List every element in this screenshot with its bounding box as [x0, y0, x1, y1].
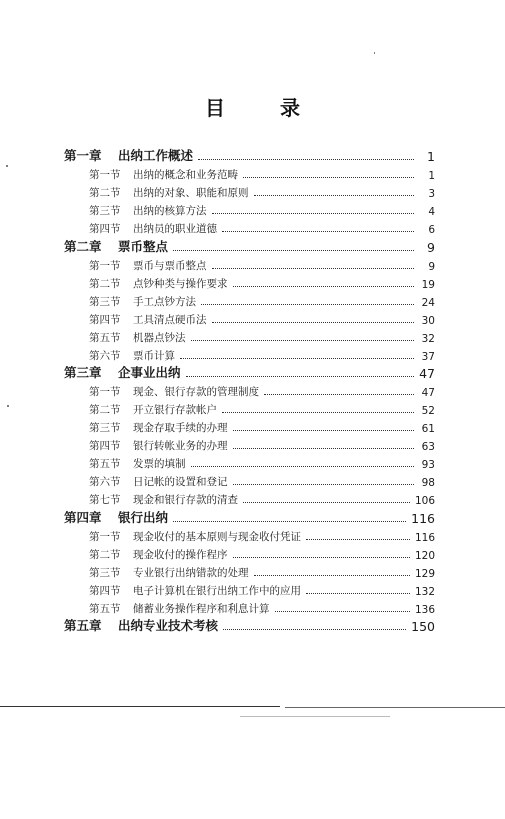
toc-chapter-entry: [64, 237, 435, 255]
toc-section-entry: [89, 200, 435, 218]
page-number: 30: [421, 315, 435, 327]
page-number: 136: [414, 604, 435, 616]
page-number: 98: [421, 477, 435, 489]
toc-section-entry: [89, 291, 435, 309]
toc-section-entry: [89, 309, 435, 327]
toc-section-entry: [89, 489, 435, 507]
section-number: 第四节: [89, 223, 121, 235]
dot-leader: [254, 194, 415, 196]
page-number: 116: [411, 511, 435, 526]
section-title: 发票的填制: [133, 458, 186, 470]
toc-section-entry: [89, 526, 435, 544]
section-title: 工具清点硬币法: [133, 314, 207, 326]
section-title: 票币与票币整点: [133, 260, 207, 272]
chapter-title: 出纳专业技术考核: [118, 618, 219, 633]
scan-speck: [374, 52, 375, 54]
dot-leader: [212, 267, 415, 269]
page-number: 32: [421, 333, 435, 345]
section-title: 电子计算机在银行出纳工作中的应用: [133, 585, 301, 597]
section-title: 点钞种类与操作要求: [133, 278, 228, 290]
page-number: 37: [421, 351, 435, 363]
dot-leader: [191, 339, 415, 341]
section-title: 银行转帐业务的办理: [133, 440, 228, 452]
scan-speck: [7, 405, 9, 407]
chapter-title: 票币整点: [118, 239, 169, 254]
section-title: 日记帐的设置和登记: [133, 476, 228, 488]
scan-speck: [6, 165, 8, 167]
section-number: 第七节: [89, 494, 121, 506]
chapter-number: 第一章: [64, 148, 102, 163]
page-number: 132: [414, 586, 435, 598]
section-title: 现金、银行存款的管理制度: [133, 386, 259, 398]
page-number: 9: [427, 240, 435, 255]
section-title: 出纳的核算方法: [133, 205, 207, 217]
section-number: 第四节: [89, 585, 121, 597]
toc-section-entry: [89, 218, 435, 236]
bottom-rule-faint: [240, 716, 390, 717]
toc-section-entry: [89, 327, 435, 345]
section-number: 第六节: [89, 476, 121, 488]
section-number: 第五节: [89, 603, 121, 615]
dot-leader: [306, 538, 410, 540]
section-title: 票币计算: [133, 350, 175, 362]
dot-leader: [212, 212, 415, 214]
section-number: 第三节: [89, 296, 121, 308]
dot-leader: [212, 321, 415, 323]
section-title: 现金和银行存款的清查: [133, 494, 238, 506]
section-number: 第三节: [89, 205, 121, 217]
section-number: 第三节: [89, 422, 121, 434]
page-number: 129: [414, 568, 435, 580]
page-number: 19: [421, 279, 435, 291]
toc-chapter-entry: [64, 146, 435, 164]
dot-leader: [243, 501, 410, 503]
dot-leader: [173, 520, 406, 522]
chapter-number: 第四章: [64, 510, 102, 525]
section-number: 第二节: [89, 549, 121, 561]
chapter-title: 出纳工作概述: [118, 148, 194, 163]
section-number: 第五节: [89, 332, 121, 344]
section-title: 出纳员的职业道德: [133, 223, 217, 235]
section-number: 第一节: [89, 169, 121, 181]
section-number: 第二节: [89, 404, 121, 416]
chapter-title: 银行出纳: [118, 510, 169, 525]
section-title: 机器点钞法: [133, 332, 186, 344]
section-title: 现金收付的基本原则与现金收付凭证: [133, 531, 301, 543]
section-number: 第一节: [89, 531, 121, 543]
dot-leader: [233, 483, 415, 485]
section-number: 第四节: [89, 440, 121, 452]
bottom-rule-left: [0, 706, 280, 707]
section-title: 出纳的对象、职能和原则: [133, 187, 249, 199]
page-number: 106: [414, 495, 435, 507]
page-number: 120: [414, 550, 435, 562]
dot-leader: [233, 285, 415, 287]
page-title: 目 录: [205, 96, 324, 120]
dot-leader: [180, 357, 414, 359]
section-number: 第三节: [89, 567, 121, 579]
toc-chapter-entry: [64, 616, 435, 634]
toc-section-entry: [89, 435, 435, 453]
page-number: 1: [428, 170, 435, 182]
dot-leader: [306, 592, 410, 594]
chapter-title: 企事业出纳: [118, 365, 181, 380]
section-number: 第六节: [89, 350, 121, 362]
page-number: 9: [428, 261, 435, 273]
dot-leader: [233, 447, 415, 449]
dot-leader: [186, 375, 414, 377]
page-number: 1: [427, 149, 435, 164]
toc-chapter-entry: [64, 508, 435, 526]
page-number: 63: [421, 441, 435, 453]
toc-chapter-entry: [64, 363, 435, 381]
page-number: 3: [428, 188, 435, 200]
section-title: 开立银行存款帐户: [133, 404, 217, 416]
dot-leader: [275, 610, 410, 612]
toc-section-entry: [89, 544, 435, 562]
section-number: 第二节: [89, 278, 121, 290]
toc-section-entry: [89, 182, 435, 200]
toc-section-entry: [89, 273, 435, 291]
bottom-rule-right: [285, 707, 505, 708]
section-title: 现金存取手续的办理: [133, 422, 228, 434]
page-number: 93: [421, 459, 435, 471]
dot-leader: [254, 574, 410, 576]
dot-leader: [222, 411, 414, 413]
page-number: 47: [419, 366, 435, 381]
toc-section-entry: [89, 164, 435, 182]
chapter-number: 第三章: [64, 365, 102, 380]
section-number: 第一节: [89, 260, 121, 272]
toc-section-entry: [89, 255, 435, 273]
toc-section-entry: [89, 453, 435, 471]
dot-leader: [222, 230, 414, 232]
page-number: 24: [421, 297, 435, 309]
page-number: 4: [428, 206, 435, 218]
dot-leader: [233, 429, 415, 431]
toc-section-entry: [89, 417, 435, 435]
section-title: 储蓄业务操作程序和利息计算: [133, 603, 270, 615]
toc-section-entry: [89, 381, 435, 399]
toc-section-entry: [89, 562, 435, 580]
toc-section-entry: [89, 471, 435, 489]
dot-leader: [201, 303, 414, 305]
dot-leader: [191, 465, 415, 467]
chapter-number: 第二章: [64, 239, 102, 254]
section-number: 第五节: [89, 458, 121, 470]
page-number: 47: [421, 387, 435, 399]
section-number: 第四节: [89, 314, 121, 326]
page-number: 150: [411, 619, 435, 634]
dot-leader: [233, 556, 410, 558]
toc-section-entry: [89, 598, 435, 616]
section-title: 手工点钞方法: [133, 296, 196, 308]
page-number: 116: [414, 532, 435, 544]
dot-leader: [264, 393, 414, 395]
section-title: 专业银行出纳错款的处理: [133, 567, 249, 579]
dot-leader: [198, 158, 414, 160]
chapter-number: 第五章: [64, 618, 102, 633]
toc-section-entry: [89, 580, 435, 598]
section-number: 第二节: [89, 187, 121, 199]
dot-leader: [243, 176, 414, 178]
page-number: 6: [428, 224, 435, 236]
toc-section-entry: [89, 399, 435, 417]
page-number: 61: [421, 423, 435, 435]
dot-leader: [173, 249, 414, 251]
page-number: 52: [421, 405, 435, 417]
section-number: 第一节: [89, 386, 121, 398]
toc-section-entry: [89, 345, 435, 363]
dot-leader: [223, 628, 406, 630]
section-title: 现金收付的操作程序: [133, 549, 228, 561]
section-title: 出纳的概念和业务范畴: [133, 169, 238, 181]
